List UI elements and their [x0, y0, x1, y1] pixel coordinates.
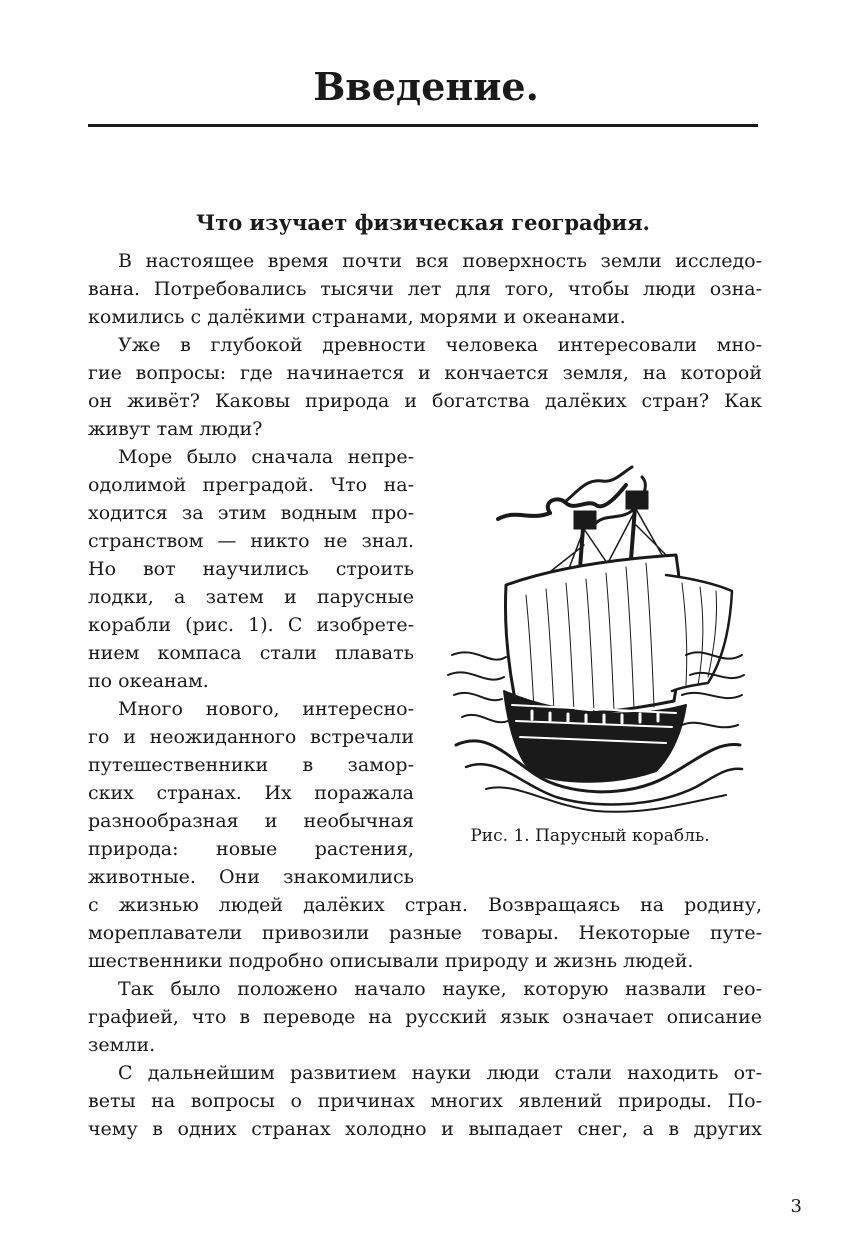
- text-line: В настоящее время почти вся поверхность земли исследо-: [118, 250, 762, 272]
- sailing-ship-figure: [446, 455, 746, 815]
- text-line: Уже в глубокой древности человека интересовали мно-: [118, 334, 762, 356]
- text-line: с жизнью людей далёких стран. Возвращаясь на родину,: [88, 894, 762, 916]
- text-line: комились с далёкими странами, морями и океанами.: [88, 306, 626, 328]
- text-line: земли.: [88, 1034, 156, 1056]
- text-line: ходится за этим водным про-: [88, 502, 414, 524]
- text-line: разнообразная и необычная: [88, 810, 414, 832]
- text-line: по океанам.: [88, 670, 209, 692]
- text-line: нием компаса стали плавать: [88, 642, 414, 664]
- sailing-ship-icon: [446, 455, 746, 815]
- text-line: путешественники в замор-: [88, 754, 414, 776]
- text-line: ских странах. Их поражала: [88, 782, 414, 804]
- text-line: Но вот научились строить: [88, 558, 414, 580]
- text-line: графией, что в переводе на русский язык означает описание: [88, 1006, 762, 1028]
- text-line: животные. Они знакомились: [88, 866, 414, 888]
- text-line: Много нового, интересно-: [118, 698, 414, 720]
- text-line: Море было сначала непре-: [118, 446, 414, 468]
- text-line: одолимой преградой. Что на-: [88, 474, 414, 496]
- section-heading: Что изучает физическая география.: [196, 210, 650, 235]
- text-line: он живёт? Каковы природа и богатства далёких стран? Как: [88, 390, 762, 412]
- text-line: природа: новые растения,: [88, 838, 414, 860]
- figure-caption: Рис. 1. Парусный корабль.: [470, 826, 710, 846]
- text-line: чему в одних странах холодно и выпадает снег, а в других: [88, 1118, 762, 1140]
- text-line: странством — никто не знал.: [88, 530, 414, 552]
- text-line: мореплаватели привозили разные товары. Некоторые путе-: [88, 922, 762, 944]
- text-line: гие вопросы: где начинается и кончается земля, на которой: [88, 362, 762, 384]
- text-line: корабли (рис. 1). С изобрете-: [88, 614, 414, 636]
- text-line: шественники подробно описывали природу и жизнь людей.: [88, 950, 694, 972]
- text-line: С дальнейшим развитием науки люди стали находить от-: [118, 1062, 762, 1084]
- page-number: 3: [790, 1196, 802, 1217]
- text-line: веты на вопросы о причинах многих явлений природы. По-: [88, 1090, 762, 1112]
- text-line: Так было положено начало науке, которую назвали гео-: [118, 978, 762, 1000]
- text-line: вана. Потребовались тысячи лет для того, чтобы люди озна-: [88, 278, 762, 300]
- title-rule: [88, 124, 758, 127]
- text-line: го и неожиданного встречали: [88, 726, 414, 748]
- text-line: живут там люди?: [88, 418, 263, 440]
- chapter-title: Введение.: [313, 64, 539, 109]
- text-line: лодки, а затем и парусные: [88, 586, 414, 608]
